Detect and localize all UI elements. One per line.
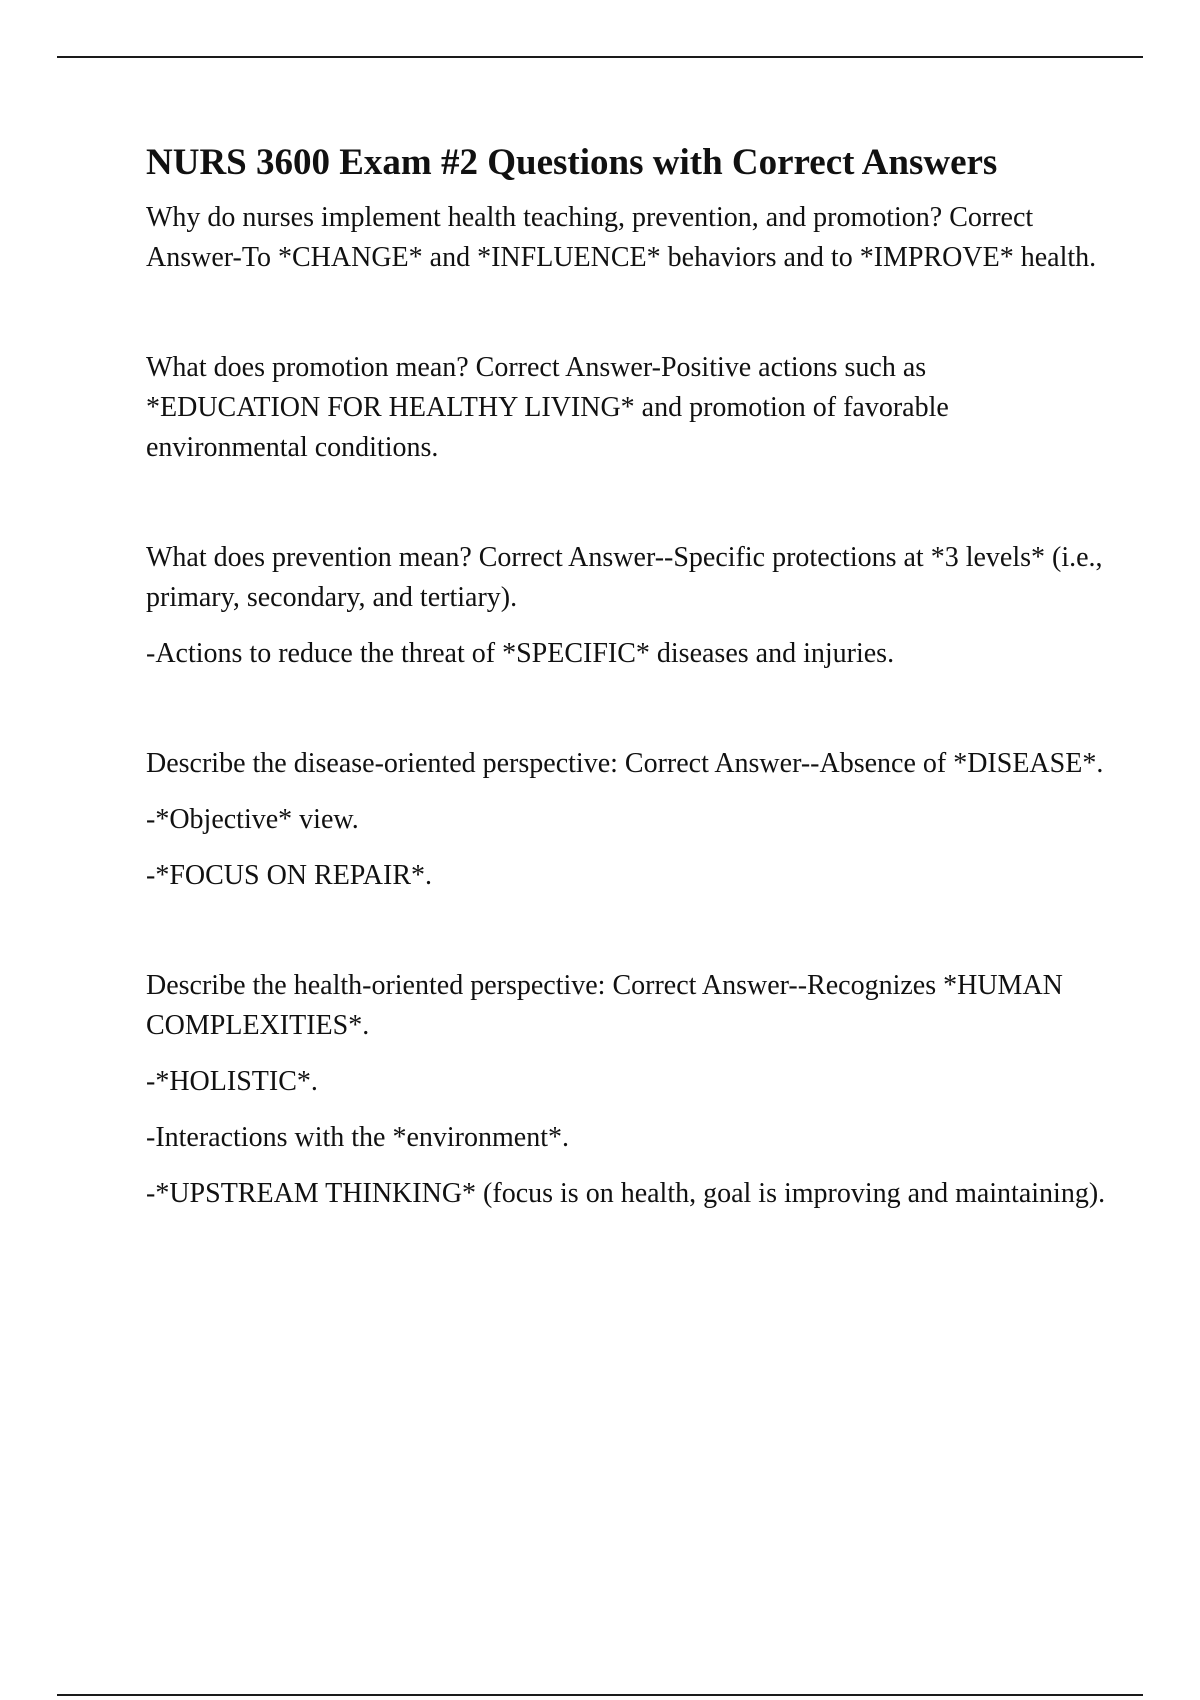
qa-item-3 xyxy=(146,538,1106,674)
qa-item-4 xyxy=(146,744,1106,896)
qa-paragraph: -*FOCUS ON REPAIR*. xyxy=(146,860,433,891)
qa-item-2 xyxy=(146,348,1106,468)
qa-paragraph: -*UPSTREAM THINKING* (focus is on health, goal is improving and maintaining). xyxy=(146,1178,1106,1209)
qa-paragraph: Describe the disease-oriented perspective: Correct Answer--Absence of *DISEASE*. xyxy=(146,748,1104,779)
top-rule xyxy=(57,56,1143,58)
bottom-rule xyxy=(57,1694,1143,1696)
qa-paragraph: -Interactions with the *environment*. xyxy=(146,1122,569,1153)
qa-item-5 xyxy=(146,966,1106,1214)
qa-paragraph: Why do nurses implement health teaching, prevention, and promotion? Correct Answer-To *CHANGE* and *INFLUENCE* behaviors and to *IMPROVE* health. xyxy=(146,202,1097,273)
document-title: NURS 3600 Exam #2 Questions with Correct Answers xyxy=(146,142,998,183)
qa-paragraph: -*HOLISTIC*. xyxy=(146,1066,318,1097)
qa-item-1 xyxy=(146,198,1106,278)
qa-paragraph: What does prevention mean? Correct Answer--Specific protections at *3 levels* (i.e., primary, secondary, and tertiary). xyxy=(146,542,1103,613)
qa-paragraph: Describe the health-oriented perspective: Correct Answer--Recognizes *HUMAN COMPLEXITIES*. xyxy=(146,970,1063,1041)
document-body xyxy=(146,140,1106,1230)
qa-paragraph: What does promotion mean? Correct Answer-Positive actions such as *EDUCATION FOR HEALTHY LIVING* and promotion of favorable environmental conditions. xyxy=(146,352,949,463)
qa-paragraph: -*Objective* view. xyxy=(146,804,359,835)
qa-paragraph: -Actions to reduce the threat of *SPECIFIC* diseases and injuries. xyxy=(146,638,895,669)
